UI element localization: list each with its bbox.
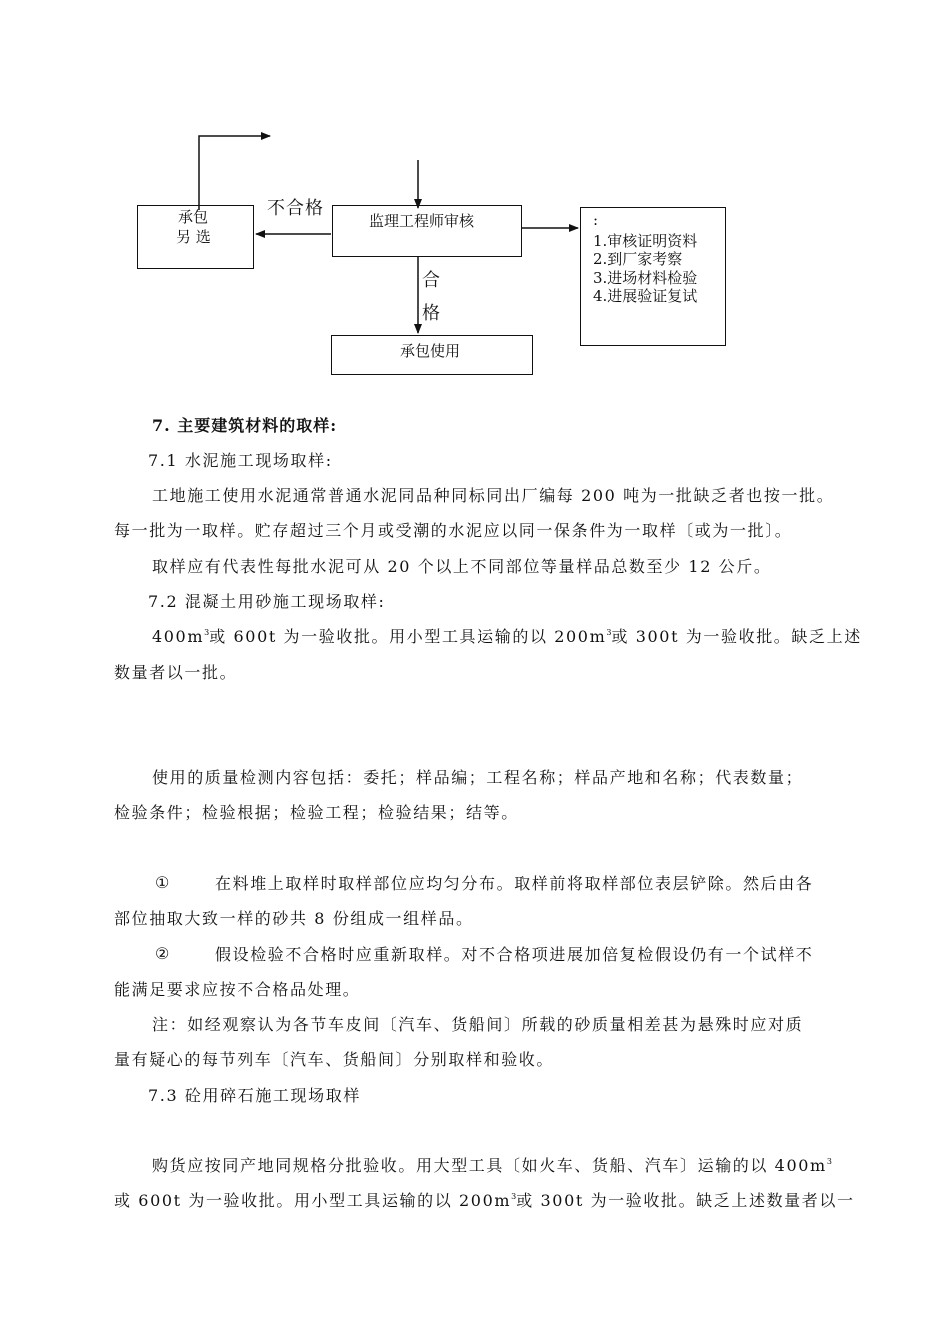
method-item-3: 3.进场材料检验 [593, 269, 698, 287]
item-2-line-1: 假设检验不合格时应重新取样。对不合格项进展加倍复检假设仍有一个试样不 [215, 945, 814, 964]
unqualified-label: 不合格 [267, 198, 324, 219]
s71-paragraph-1-line-1: 工地施工使用水泥通常普通水泥同品种同标同出厂编每 200 吨为一批缺乏者也按一批。 [152, 486, 835, 505]
review-box-label: 监理工程师审核 [369, 212, 475, 230]
contractor-use-box [331, 335, 533, 375]
item-1-line-2: 部位抽取大致一样的砂共 8 份组成一组样品。 [114, 909, 474, 928]
section-7-3-heading: 7.3 砼用碎石施工现场取样 [148, 1086, 361, 1105]
s73-line-2: 或 600t 为一验收批。用小型工具运输的以 $200m^3$或 300t 为一验收批。缺乏上述数量者以一 [114, 1191, 855, 1210]
qualified-label-2: 格 [422, 303, 440, 324]
section-7-2-heading: 7.2 混凝土用砂施工现场取样: [148, 592, 386, 611]
note-line-1: 注：如经观察认为各节车皮间〔汽车、货船间〕所载的砂质量相差甚为悬殊时应对质 [152, 1015, 804, 1034]
reselect-loop-arrow [199, 136, 270, 210]
section-7-1-heading: 7.1 水泥施工现场取样: [148, 451, 333, 470]
quality-contents-line-2: 检验条件；检验根据；检验工程；检验结果；结等。 [114, 803, 519, 822]
s73-line-1: 购货应按同产地同规格分批验收。用大型工具〔如火车、货船、汽车〕运输的以 $400m^3$ [152, 1156, 832, 1175]
contractor-reselect-box [137, 205, 254, 269]
item-2-marker: ② [155, 944, 171, 963]
note-line-2: 量有疑心的每节列车〔汽车、货船间〕分别取样和验收。 [114, 1050, 555, 1069]
methods-colon: : [593, 211, 599, 229]
qualified-label-1: 合 [422, 270, 440, 291]
item-2-line-2: 能满足要求应按不合格品处理。 [114, 980, 361, 999]
verification-methods-box [580, 207, 726, 346]
item-1-marker: ① [155, 873, 171, 892]
contractor-box-line1: 承包 [178, 208, 209, 226]
method-item-2: 2.到厂家考察 [593, 250, 683, 268]
s71-paragraph-1-line-2: 每一批为一取样。贮存超过三个月或受潮的水泥应以同一保条件为一取样〔或为一批〕。 [114, 521, 793, 540]
supervisor-review-box [332, 205, 522, 257]
use-box-label: 承包使用 [400, 342, 461, 360]
s72-line-2: 数量者以一批。 [114, 663, 238, 682]
section-7-heading: 7. 主要建筑材料的取样: [152, 416, 338, 435]
contractor-box-line2: 另 选 [176, 228, 211, 246]
s71-paragraph-2: 取样应有代表性每批水泥可从 20 个以上不同部位等量样品总数至少 12 公斤。 [152, 557, 772, 576]
method-item-4: 4.进展验证复试 [593, 287, 698, 305]
method-item-1: 1.审核证明资料 [593, 232, 698, 250]
s72-line-1: $400m^3$或 600t 为一验收批。用小型工具运输的以 $200m^3$或 300t 为一验收批。缺乏上述 [152, 627, 862, 646]
quality-contents-line-1: 使用的质量检测内容包括：委托；样品编；工程名称；样品产地和名称；代表数量； [152, 768, 804, 787]
item-1-line-1: 在料堆上取样时取样部位应均匀分布。取样前将取样部位表层铲除。然后由各 [215, 874, 814, 893]
